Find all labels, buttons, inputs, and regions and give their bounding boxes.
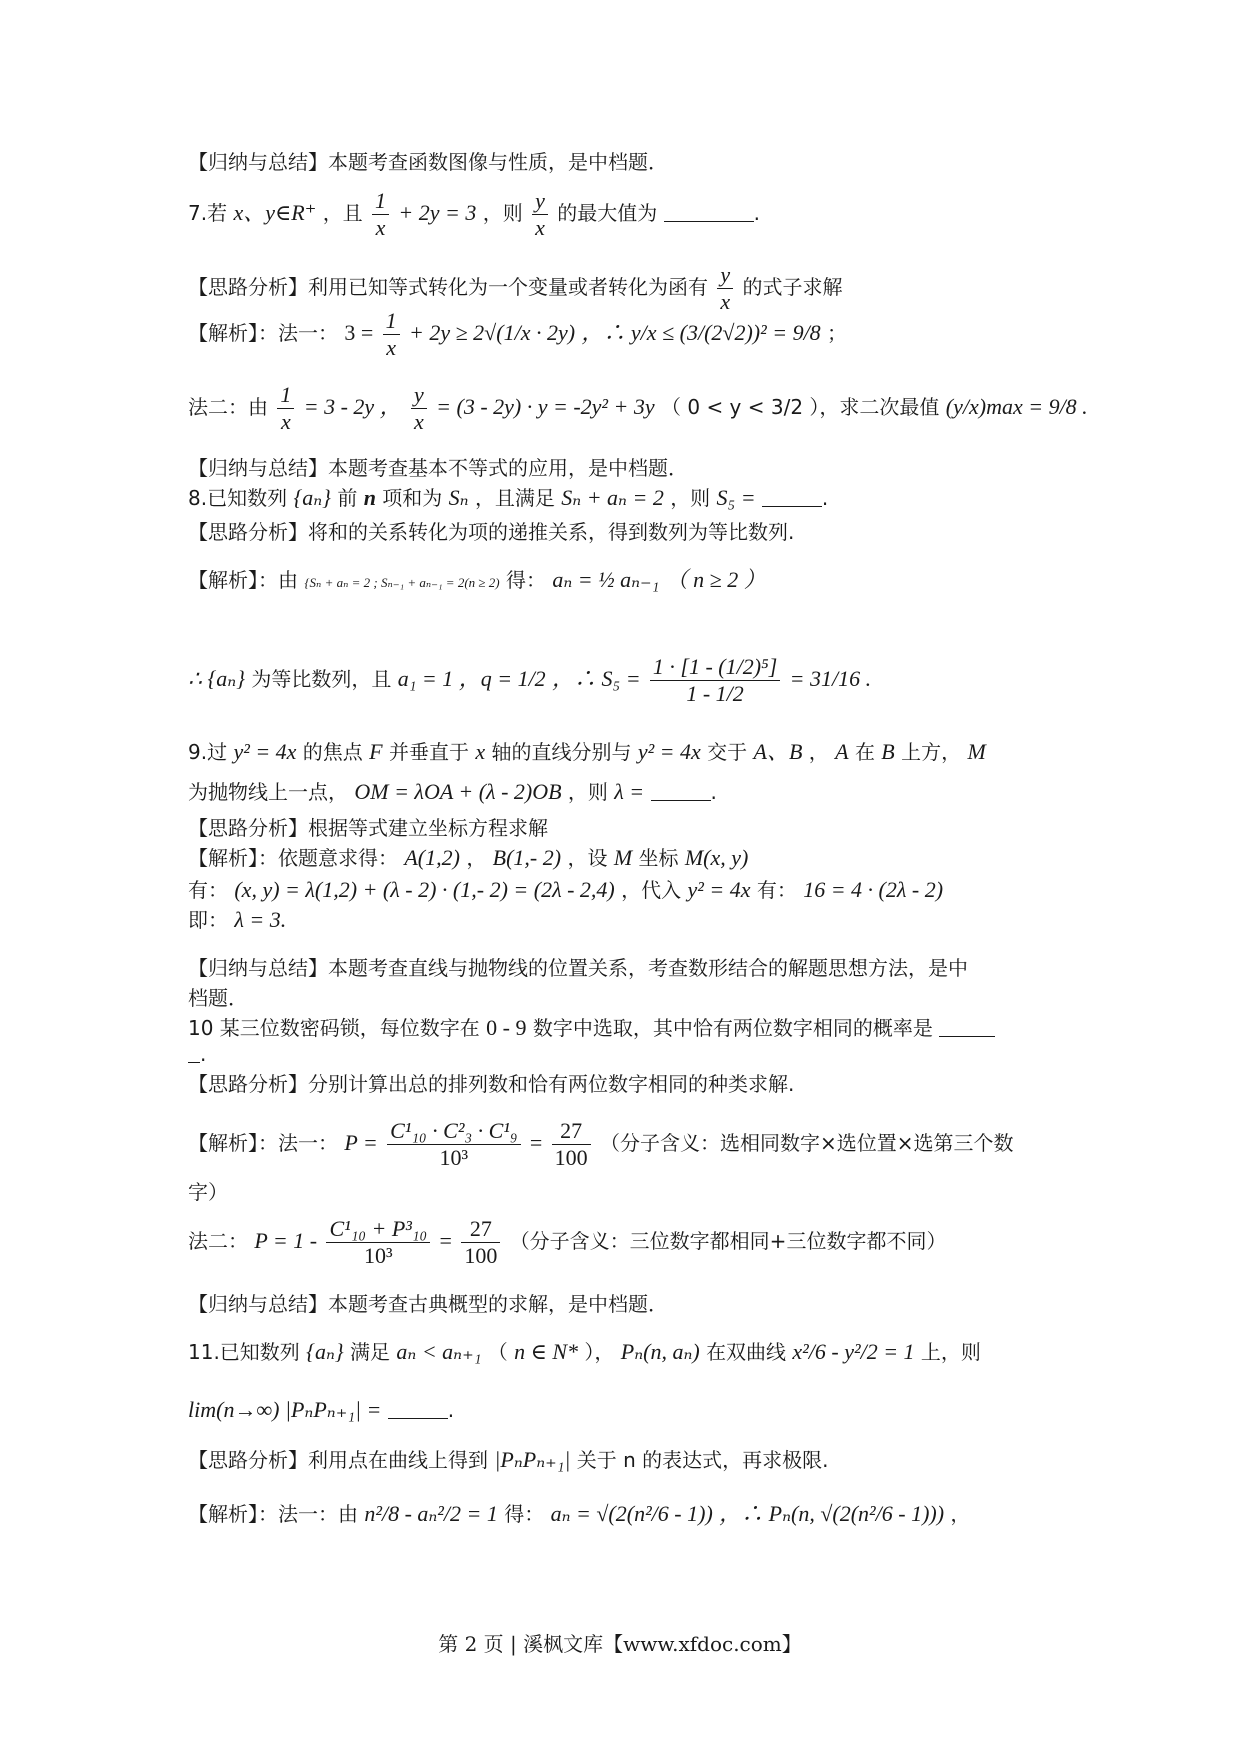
text: ，则 (482, 201, 523, 225)
math: {aₙ} (306, 1339, 344, 1364)
text: 交于 (707, 740, 748, 764)
math: Sₙ (448, 485, 469, 510)
text: 8.已知数列 (188, 486, 288, 510)
text: 档题． (188, 986, 248, 1010)
problem-10-solution-2 (188, 1216, 946, 1269)
math: B (881, 739, 895, 764)
problem-9-analysis (188, 814, 548, 842)
text: 7.若 (188, 201, 228, 225)
fraction-p1: $\frac{\text{C¹₁₀ · C²₃ · C¹₉}}{\text{10³}}$ (387, 1118, 520, 1171)
text: ）， (584, 1340, 615, 1364)
math: y² = 4x (637, 739, 701, 764)
math: (y/x)max = 9/8 . (945, 394, 1088, 419)
text: 【解析】：法一：由 (188, 1502, 358, 1526)
problem-10-summary (188, 1290, 668, 1318)
text: ，则 (670, 486, 711, 510)
math: （ 0 < y < 3/2 ），求二次最值 (661, 395, 940, 419)
math: aₙ = ½ aₙ₋₁ (552, 567, 660, 592)
math: = (3 - 2y) · y = -2y² + 3y (436, 394, 655, 419)
math: 16 = 4 · (2λ - 2) (803, 877, 944, 902)
math: ，∴ S₅ = (552, 666, 641, 691)
problem-9-summary-2 (188, 984, 248, 1012)
math: M(x, y) (684, 845, 749, 870)
text: ， (466, 846, 487, 870)
math: (x, y) = λ(1,2) + (λ - 2) · (1,- 2) = (2λ - 2,4) (234, 877, 615, 902)
problem-8-solution-2 (188, 654, 871, 707)
text: 【解析】：依题意求得： (188, 846, 398, 870)
math: |PₙPₙ₊₁| (494, 1447, 571, 1472)
problem-11-statement (188, 1338, 981, 1366)
problem-10-statement (188, 1014, 995, 1042)
text: 法二：由 (188, 395, 268, 419)
text: 的最大值为 (557, 201, 658, 225)
math: n²/8 - aₙ²/2 = 1 (364, 1501, 498, 1526)
line-summary-6 (188, 148, 668, 176)
text: ，且 (322, 201, 363, 225)
text: ，则 (567, 780, 608, 804)
answer-blank (188, 1062, 200, 1063)
math: M (967, 739, 986, 764)
text: （分子含义：选相同数字×选位置×选第三个数 (600, 1131, 1014, 1155)
math: P = 1 - (254, 1228, 318, 1253)
text: 9.过 (188, 740, 228, 764)
problem-9-solution-2 (188, 876, 943, 904)
answer-blank (388, 1418, 448, 1419)
fraction-27-100: $\frac{27}{100}$ (552, 1118, 591, 1171)
text: 的式子求解 (742, 275, 843, 299)
text: ； (827, 321, 848, 345)
text: 【归纳与总结】本题考查基本不等式的应用，是中档题． (188, 456, 688, 480)
math: lim(n→∞) |PₙPₙ₊₁| = (188, 1397, 382, 1422)
text: 【思路分析】根据等式建立坐标方程求解 (188, 816, 548, 840)
text: 即： (188, 908, 228, 932)
problem-11-analysis (188, 1446, 829, 1474)
math: B(1,- 2) (492, 845, 562, 870)
problem-9-statement-2: 为抛物线上一点， OM = λOA + (λ - 2)OB ，则 λ = . (188, 779, 717, 804)
math: y² = 4x (233, 739, 297, 764)
text: 有： (756, 878, 797, 902)
text: 得： (504, 1502, 545, 1526)
text: 【思路分析】利用已知等式转化为一个变量或者转化为函有 (188, 275, 708, 299)
text: 并垂直于 (388, 740, 469, 764)
text: ，设 (567, 846, 608, 870)
text: 在双曲线 (706, 1340, 787, 1364)
text: 在 (854, 740, 875, 764)
text: ，且满足 (474, 486, 555, 510)
math: （ n ≥ 2 ） (665, 567, 766, 592)
text: 坐标 (638, 846, 679, 870)
text: 【解析】：法一： (188, 321, 338, 345)
text: 10 某三位数密码锁，每位数字在 (188, 1016, 480, 1040)
answer-blank (939, 1036, 995, 1037)
math: = (439, 1228, 452, 1253)
math: 0 - 9 (486, 1015, 527, 1040)
math: M (613, 845, 633, 870)
math: λ = 3. (234, 907, 287, 932)
text: （ (487, 1340, 508, 1364)
text: 法二： (188, 1229, 248, 1253)
text: 【归纳与总结】本题考查古典概型的求解，是中档题． (188, 1292, 668, 1316)
problem-10-solution-1-cont (188, 1178, 228, 1206)
math: A(1,2) (404, 845, 460, 870)
text: 【思路分析】分别计算出总的排列数和恰有两位数字相同的种类求解. (188, 1072, 795, 1096)
fraction-y-over-x: $\frac{y}{x}$ (532, 188, 548, 241)
text: 关于 n 的表达式，再求极限. (576, 1448, 829, 1472)
text: 【解析】：由 (188, 568, 298, 592)
text: 【思路分析】将和的关系转化为项的递推关系，得到数列为等比数列. (188, 520, 795, 544)
fraction-1-over-x: $\frac{1}{x}$ (383, 308, 400, 361)
math: n (363, 485, 376, 510)
text: ， (808, 740, 829, 764)
page-footer: 第 2 页 | 溪枫文库【www.xfdoc.com】 (438, 1632, 802, 1656)
math: Pₙ(n, aₙ) (620, 1339, 700, 1364)
math: ，∴ Pₙ(n, √(2(n²/6 - 1))) (719, 1501, 945, 1526)
math: y² = 4x (687, 877, 751, 902)
problem-10-statement-end (188, 1040, 206, 1068)
text: 上方， (901, 740, 962, 764)
math: F (369, 739, 383, 764)
math: x²/6 - y²/2 = 1 (792, 1339, 915, 1364)
problem-7-summary (188, 454, 688, 482)
text: ， (950, 1502, 971, 1526)
math: n ∈ N* (514, 1339, 579, 1364)
math: aₙ < aₙ₊₁ (396, 1339, 482, 1364)
answer-blank (664, 221, 754, 222)
math-system: {Sₙ + aₙ = 2 ; Sₙ₋₁ + aₙ₋₁ = 2(n ≥ 2) (304, 575, 500, 590)
problem-8-statement: 8.已知数列 {aₙ} 前 n 项和为 Sₙ ，且满足 Sₙ + aₙ = 2 ，则 S₅ = . (188, 485, 829, 510)
text: 的焦点 (302, 740, 363, 764)
text: 得： (505, 568, 546, 592)
math: Sₙ + aₙ = 2 (561, 485, 664, 510)
math: a₁ = 1 ，q = 1/2 (397, 666, 546, 691)
text: . (200, 1042, 207, 1066)
problem-11-solution-1 (188, 1500, 970, 1528)
math: ，∴ y/x ≤ (3/(2√2))² = 9/8 (581, 320, 821, 345)
text: 上，则 (920, 1340, 981, 1364)
text: 【思路分析】利用点在曲线上得到 (188, 1448, 488, 1472)
fraction-1-over-x: $\frac{1}{x}$ (372, 188, 389, 241)
text: 轴的直线分别与 (491, 740, 632, 764)
math: λ = (614, 779, 645, 804)
problem-11-limit: lim(n→∞) |PₙPₙ₊₁| = . (188, 1397, 455, 1422)
problem-9-summary-1 (188, 954, 968, 982)
fraction-27-100: $\frac{27}{100}$ (461, 1216, 500, 1269)
fraction-y-over-x: $\frac{y}{x}$ (717, 262, 733, 315)
math: {aₙ} (293, 485, 331, 510)
fraction-s5: $\frac{\text{1 · [1 - (1/2)⁵]}}{1 - 1/2}$ (650, 654, 780, 707)
problem-9-statement-1 (188, 738, 986, 766)
problem-9-solution-1 (188, 844, 748, 872)
text: 前 (337, 486, 358, 510)
math: A、B (753, 739, 803, 764)
text: 【解析】：法一： (188, 1131, 338, 1155)
math: A (835, 739, 849, 764)
text: 【归纳与总结】本题考查函数图像与性质，是中档题． (188, 150, 668, 174)
text: 数字中选取，其中恰有两位数字相同的概率是 (532, 1016, 933, 1040)
answer-blank (651, 800, 711, 801)
math: + 2y ≥ 2√(1/x · 2y) (409, 320, 576, 345)
problem-8-solution-1 (188, 566, 766, 597)
math: ∴ {aₙ} (188, 666, 246, 691)
text: 【归纳与总结】本题考查直线与抛物线的位置关系，考查数形结合的解题思想方法，是中 (188, 956, 968, 980)
text: 字） (188, 1180, 228, 1204)
text: 有： (188, 878, 228, 902)
text: 为等比数列，且 (251, 667, 392, 691)
text: （分子含义：三位数字都相同+三位数字都不同） (509, 1229, 947, 1253)
fraction-1-over-x: $\frac{1}{x}$ (277, 382, 294, 435)
answer-blank (762, 506, 822, 507)
math: = 31/16 . (789, 666, 872, 691)
math: S₅ = (716, 485, 756, 510)
problem-7-statement: 7.若 x、y∈R⁺ ，且 $\frac{1}{x}$ + 2y = 3 ，则 $\frac{y}{x}$ 的最大值为 . (188, 188, 760, 240)
math: x (475, 739, 486, 764)
problem-7-solution-1 (188, 308, 847, 361)
math: aₙ = √(2(n²/6 - 1)) (550, 1501, 713, 1526)
math: = (529, 1130, 543, 1155)
text: 11.已知数列 (188, 1340, 300, 1364)
text: 满足 (350, 1340, 391, 1364)
problem-8-analysis (188, 518, 794, 546)
text: 为抛物线上一点， (188, 780, 348, 804)
problem-10-solution-1 (188, 1118, 1014, 1171)
problem-7-solution-2 (188, 382, 1088, 435)
text: 项和为 (382, 486, 443, 510)
math: x、y∈R⁺ (233, 200, 317, 225)
problem-10-analysis (188, 1070, 794, 1098)
problem-9-solution-3 (188, 906, 286, 934)
math: + 2y = 3 (398, 200, 477, 225)
text: ，代入 (621, 878, 682, 902)
math: = 3 - 2y ， (303, 394, 402, 419)
fraction-y-over-x: $\frac{y}{x}$ (411, 382, 427, 435)
math: 3 = (344, 320, 374, 345)
math: P = (344, 1130, 378, 1155)
math: OM = λOA + (λ - 2)OB (354, 779, 562, 804)
fraction-p2: $\frac{\text{C¹₁₀ + P³₁₀}}{\text{10³}}$ (326, 1216, 430, 1269)
